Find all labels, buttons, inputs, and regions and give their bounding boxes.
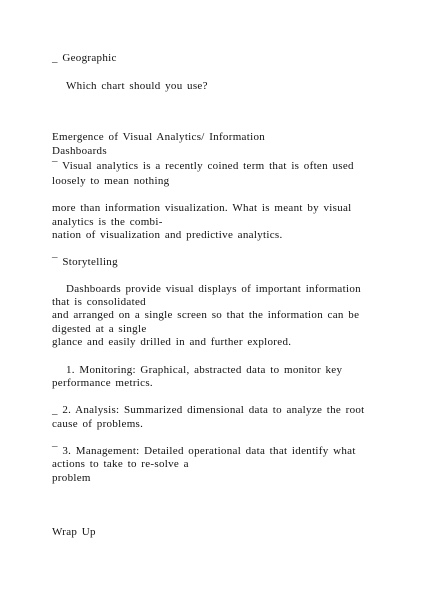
text-line: cause of problems. [52,418,144,430]
text-line: more than information visualization. What is meant by visual [52,202,352,214]
text-line: actions to take to re-solve a [52,458,189,470]
text-line-monitoring: 1. Monitoring: Graphical, abstracted data to monitor key [66,364,343,376]
text-line: that is consolidated [52,296,146,308]
text-line-chart-question: Which chart should you use? [66,80,208,92]
text-line: loosely to mean nothing [52,175,170,187]
text-line: Dashboards provide visual displays of important information [66,283,361,295]
text-line: analytics is the combi- [52,216,163,228]
text-line: ¯ Visual analytics is a recently coined term that is often used [52,160,354,172]
text-line: nation of visualization and predictive analytics. [52,229,283,241]
text-line-heading: Emergence of Visual Analytics/ Information [52,131,266,143]
text-line: problem [52,472,91,484]
text-line: digested at a single [52,323,147,335]
text-line-management: ¯ 3. Management: Detailed operational data that identify what [52,445,356,457]
text-line-geographic: _ Geographic [52,52,117,64]
text-line: glance and easily drilled in and further explored. [52,336,292,348]
text-line-wrap-up: Wrap Up [52,526,96,538]
text-line-heading-cont: Dashboards [52,145,107,157]
text-line-storytelling: ¯ Storytelling [52,256,118,268]
text-line-analysis: _ 2. Analysis: Summarized dimensional data to analyze the root [52,404,365,416]
text-line: and arranged on a single screen so that the information can be [52,309,360,321]
text-line: performance metrics. [52,377,153,389]
